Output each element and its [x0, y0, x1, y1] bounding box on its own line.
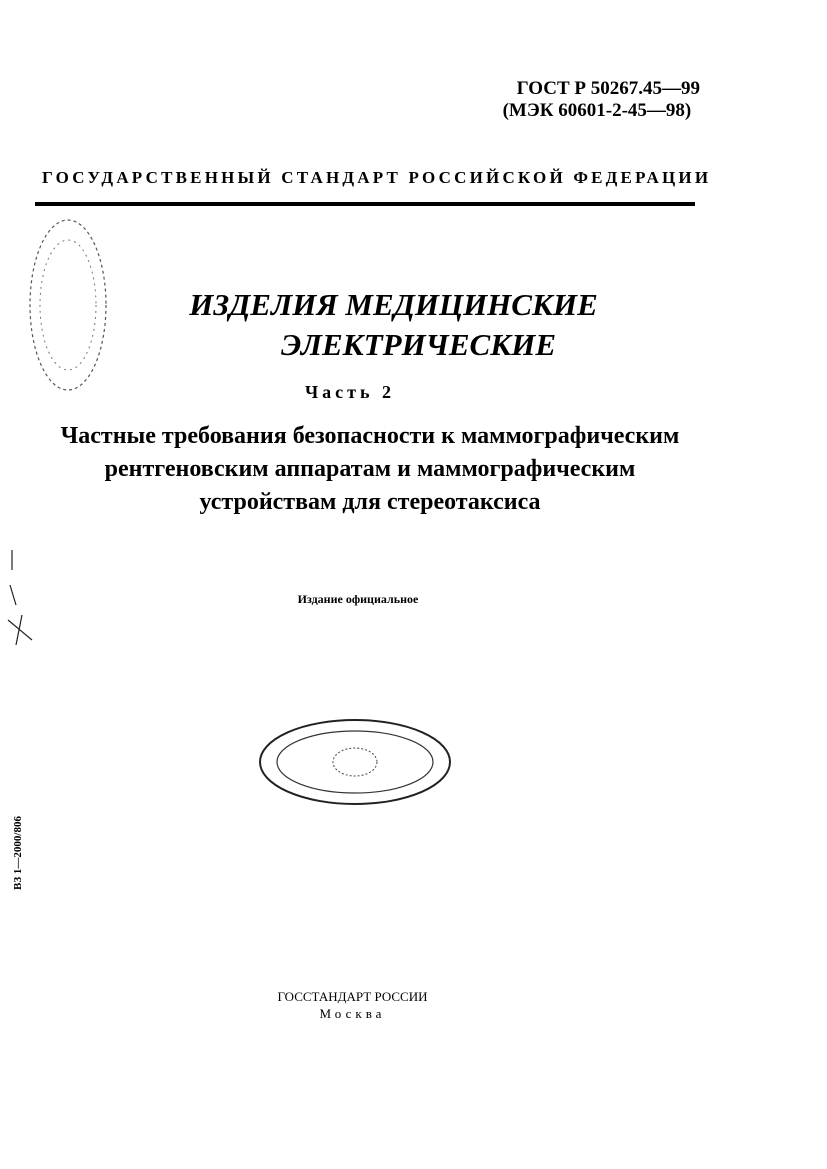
subtitle-line-3: устройствам для стереотаксиса	[199, 489, 541, 515]
subtitle-line-1: Частные требования безопасности к маммографическим	[60, 423, 680, 449]
standard-code: ГОСТ Р 50267.45—99	[516, 78, 700, 99]
title-line-2: ЭЛЕКТРИЧЕСКИЕ	[280, 327, 557, 362]
city: Москва	[319, 1006, 386, 1021]
oval-stamp	[255, 715, 455, 810]
iec-code: (МЭК 60601-2-45—98)	[502, 100, 692, 121]
side-code: ВЗ 1—2000/806	[12, 816, 24, 890]
publisher: ГОССТАНДАРТ РОССИИ	[277, 989, 428, 1004]
document-title	[0, 285, 827, 365]
part-label: Часть 2	[304, 382, 396, 402]
header-rule	[35, 202, 695, 206]
document-header: ГОСУДАРСТВЕННЫЙ СТАНДАРТ РОССИЙСКОЙ ФЕДЕРАЦИИ	[42, 168, 712, 187]
publisher-block	[0, 988, 705, 1022]
subtitle-line-2: рентгеновским аппаратам и маммографическим	[104, 456, 636, 482]
title-line-1: ИЗДЕЛИЯ МЕДИЦИНСКИЕ	[189, 287, 598, 322]
edition-note: Издание официальное	[297, 592, 419, 606]
handwritten-mark	[2, 545, 42, 665]
standard-code-block	[503, 78, 700, 122]
document-subtitle	[30, 420, 710, 519]
